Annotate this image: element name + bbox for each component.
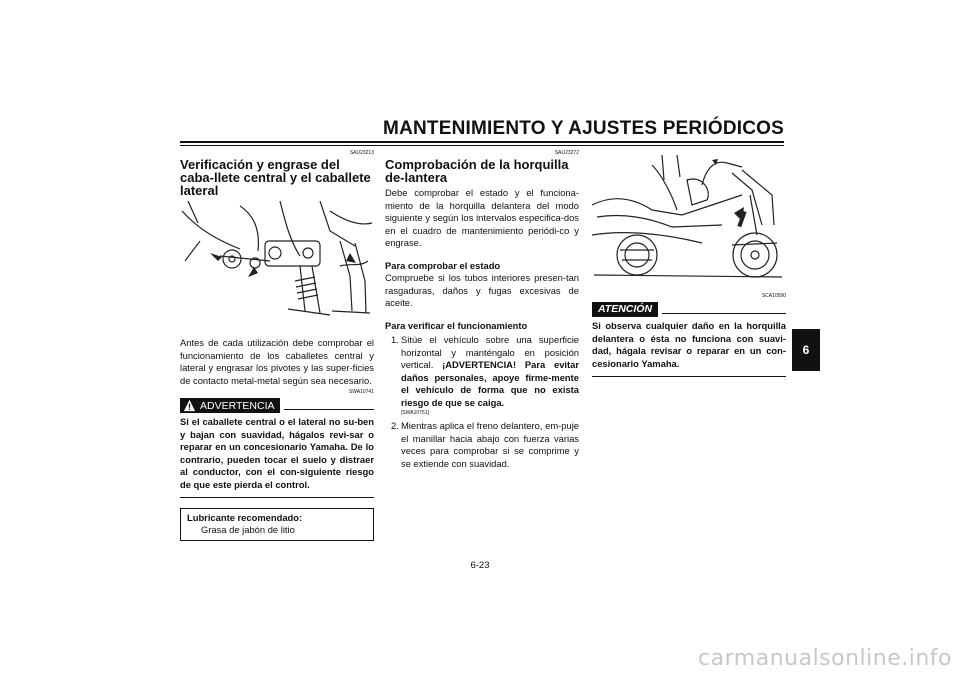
function-heading: Para verificar el funcionamiento: [385, 319, 528, 331]
warning-rule: [284, 409, 375, 410]
atencion-badge: ATENCIÓN: [592, 302, 658, 317]
page-header-title: MANTENIMIENTO Y AJUSTES PERIÓDICOS: [383, 118, 784, 139]
section-code-fork: SAU23272: [554, 150, 579, 156]
atencion-code: SCA10590: [761, 293, 786, 299]
lubricant-value: Grasa de jabón de litio: [201, 524, 295, 535]
header-rule: [180, 141, 784, 143]
atencion-text: Si observa cualquier daño en la horquilla delantera o ésta no funciona con suavi-dad, hágala revisar o reparar en un con-cesionario Yamaha.: [592, 320, 786, 369]
atencion-end-rule: [592, 376, 786, 377]
step-text: Mientras aplica el freno delantero, em-puje el manillar hacia abajo con fuerza varias veces para comprobar si se comprime y se extiende con suavidad.: [401, 420, 579, 469]
page-number: 6-23: [470, 560, 490, 571]
section-code: SAU23213: [349, 150, 374, 156]
right-column: [592, 150, 786, 377]
section-title-fork: Comprobación de la horquilla de-lantera: [385, 157, 569, 185]
header-rule-thin: [180, 145, 784, 146]
left-column: [180, 150, 374, 541]
step-warning: ¡ADVERTENCIA! Para evitar daños personales, apoye firme-mente el vehículo de forma que no exista riesgo de que se caiga.: [401, 359, 579, 408]
state-heading: Para comprobar el estado: [385, 259, 501, 271]
step-warning-code: [SWA10751]: [401, 410, 429, 416]
lubricant-box: [180, 508, 374, 541]
step-text: Sitúe el vehículo sobre una superficie horizontal y manténgalo en posición vertical.: [401, 334, 579, 370]
state-text: Compruebe si los tubos interiores presen-tan rasgaduras, daños y fugas excesivas de aceite.: [385, 272, 579, 308]
warning-triangle-icon: [183, 399, 196, 412]
list-item: [385, 420, 579, 470]
list-item: [385, 334, 579, 418]
middle-column: [385, 150, 579, 470]
warning-label: ADVERTENCIA: [200, 399, 275, 412]
stand-body-text: Antes de cada utilización debe comprobar el funcionamiento de los caballetes central y lateral y engrasar los pivotes y las super-ficies de contacto metal-metal según sea necesario.: [180, 337, 374, 386]
warning-code: SWA10741: [348, 389, 374, 395]
watermark: carmanualsonline.info: [698, 646, 952, 671]
step-number: 2.: [391, 420, 399, 431]
figure-stand: [180, 201, 374, 331]
atencion-rule: [662, 313, 786, 314]
figure-fork: [592, 155, 786, 287]
atencion-header: [592, 302, 786, 317]
section-title-stand: Verificación y engrase del caba-llete central y el caballete lateral: [180, 157, 371, 198]
warning-end-rule: [180, 497, 374, 498]
warning-header: [180, 398, 374, 413]
fork-intro: Debe comprobar el estado y el funciona-miento de la horquilla delantera del modo siguiente y según los intervalos especifica-dos en el cuadro de mantenimiento periódi-co y engrase.: [385, 187, 579, 248]
warning-text: Si el caballete central o el lateral no su-ben y bajan con suavidad, hágalos revi-sar o reparar en un concesionario Yamaha. De lo contrario, pueden tocar el suelo y distraer al conductor, con el con-siguiente riesgo de que este pierda el control.: [180, 416, 374, 490]
warning-badge: [180, 398, 280, 413]
step-number: 1.: [391, 334, 399, 345]
lubricant-label: Lubricante recomendado:: [187, 512, 303, 523]
chapter-tab: 6: [792, 329, 820, 371]
